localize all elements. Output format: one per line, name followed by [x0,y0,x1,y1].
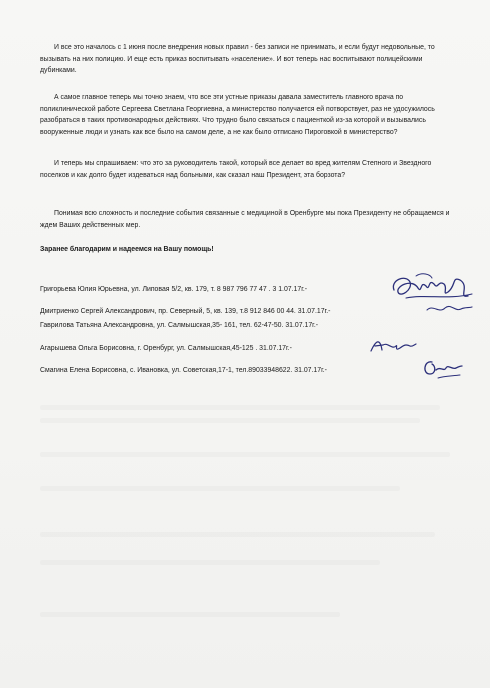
handwritten-signature [425,300,473,316]
show-through-line [40,560,380,565]
show-through-line [40,452,450,457]
body-paragraph: И все это началось с 1 июня после внедрения новых правил - без записи не принимать, и если будут недовольные, то вызывать на них полицию. И еще есть приказ воспитывать «население». И вот теперь нас воспитывают полицейскими дубинками. [40,44,435,74]
signatory-line: Дмитриенко Сергей Александрович, пр. Северный, 5, кв. 139, т.8 912 846 00 44. 31.07.17г.- [40,308,331,315]
body-paragraph: И теперь мы спрашиваем: что это за руководитель такой, который все делает во вред жителям Степного и Звездного поселков и как долго будет издеваться над больными, как сказал наш Президент, эта борзота? [40,160,432,179]
body-paragraph: Понимая всю сложность и последние события связанные с медициной в Оренбурге мы пока Президенту не обращаемся и ждем Ваших действенных мер. [40,210,450,229]
show-through-line [40,612,340,617]
handwritten-signature [368,336,418,356]
handwritten-signature [418,354,464,382]
signatory-line: Смагина Елена Борисовна, с. Ивановка, ул. Советская,17-1, тел.89033948622. 31.07.17г.- [40,367,327,374]
body-paragraph: А самое главное теперь мы точно знаем, что все эти устные приказы давала заместитель главного врача по поликлинической работе Сергеева Светлана Георгиевна, а министерство получается ей потворствует, раз не удосужилось разобраться в таких противонародных действиях. Что трудно было связаться с пациенткой из-за которой и вызывались вооруженные люди и узнать как все было на самом деле, а не как было отписано Пироговкой в министерство? [40,94,435,136]
signatory-line: Агарышева Ольга Борисовна, г. Оренбург, ул. Салмышская,45-125 . 31.07.17г.- [40,345,292,352]
show-through-line [40,486,400,491]
signatory-line: Гаврилова Татьяна Александровна, ул. Салмышская,35- 161, тел. 62-47-50. 31.07.17г.- [40,322,319,329]
show-through-line [40,405,440,410]
show-through-line [40,532,435,537]
signatory-line: Григорьева Юлия Юрьевна, ул. Липовая 5/2, кв. 179, т. 8 987 796 77 47 . 3 1.07.17г.- [40,286,308,293]
show-through-line [40,418,420,423]
closing-line: Заранее благодарим и надеемся на Вашу помощь! [40,246,214,253]
